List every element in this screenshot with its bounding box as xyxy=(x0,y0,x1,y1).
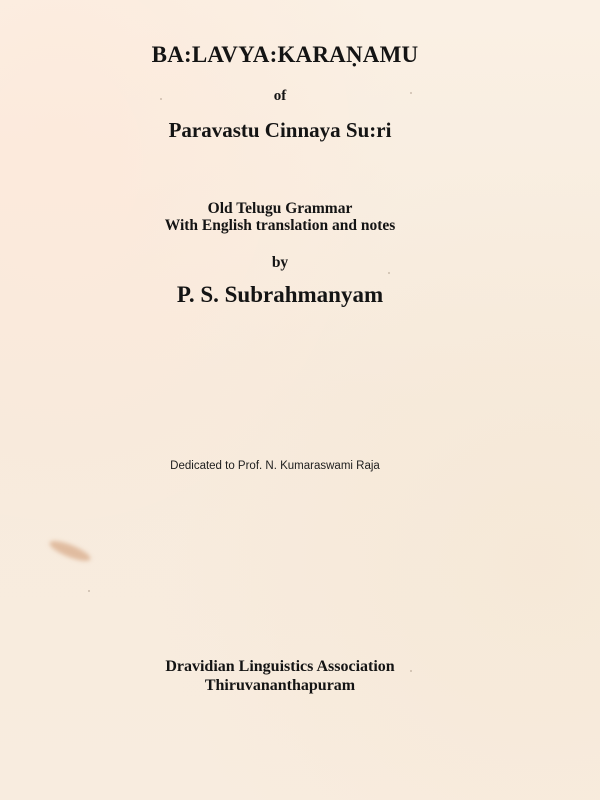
publisher-place: Thiruvananthapuram xyxy=(204,677,356,694)
paper-speck xyxy=(88,590,90,592)
original-author: Paravastu Cinnaya Su:ri xyxy=(168,118,392,142)
paper-speck xyxy=(160,98,162,100)
subtitle-line-1: Old Telugu Grammar xyxy=(207,200,353,217)
paper-stain xyxy=(47,537,92,565)
publisher: Dravidian Linguistics Association xyxy=(165,658,395,675)
paper-speck xyxy=(410,92,412,94)
paper-speck xyxy=(388,272,390,274)
dedication: Dedicated to Prof. N. Kumaraswami Raja xyxy=(170,460,380,472)
by-label: by xyxy=(271,254,289,271)
subtitle-line-2: With English translation and notes xyxy=(164,217,396,234)
paper-speck xyxy=(410,670,412,672)
book-title: BA:LAVYA:KARAṆAMU xyxy=(151,42,419,67)
of-label: of xyxy=(273,88,287,104)
translator-name: P. S. Subrahmanyam xyxy=(176,282,384,307)
